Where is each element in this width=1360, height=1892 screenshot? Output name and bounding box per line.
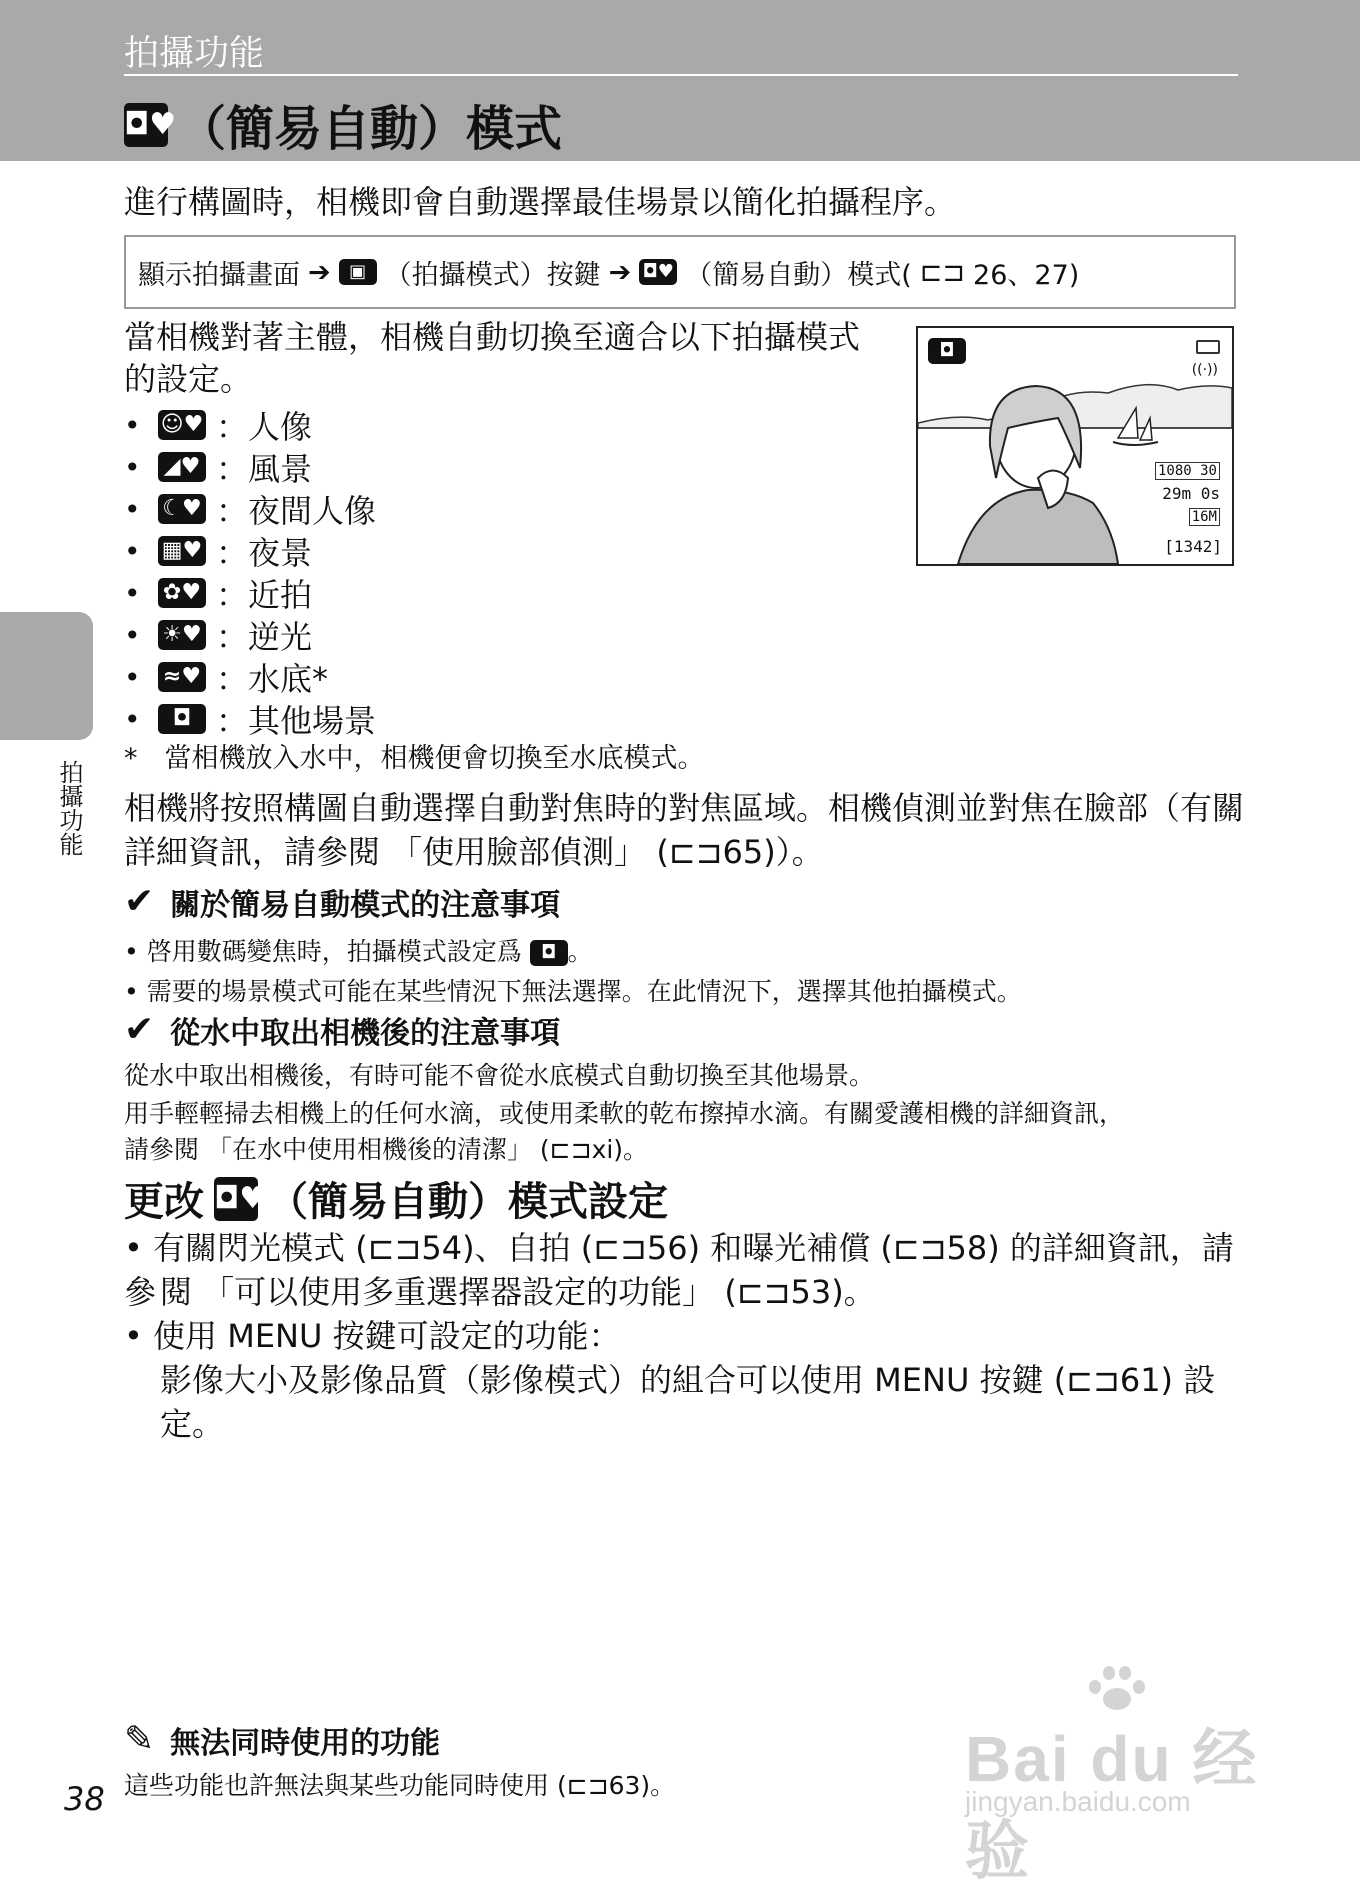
section-label: 拍攝功能: [124, 34, 265, 74]
note-line: • 啓用數碼變焦時，拍攝模式設定爲 ◘ 。: [124, 937, 593, 966]
notes-heading: ✔ 從水中取出相機後的注意事項: [124, 1009, 561, 1051]
bullet-text: • 有關閃光模式 (⊏⊐54)、自拍 (⊏⊐56) 和曝光補償 (⊏⊐58) 的詳細資訊，請參: [124, 1229, 1234, 1311]
easy-auto-icon: ◘♥: [124, 103, 168, 147]
watermark: [965, 1668, 1285, 1887]
list-item-label: ：夜景: [216, 534, 313, 572]
portrait-icon: ☺♥: [158, 410, 206, 440]
list-item: • ☺♥ ：人像: [124, 404, 376, 446]
close-up-icon: ✿♥: [158, 578, 206, 608]
section-heading: 更改 ◘♥ （簡易自動）模式設定: [124, 1170, 668, 1227]
night-portrait-icon: ☾♥: [158, 494, 206, 524]
list-item: • ▦♥ ：夜景: [124, 530, 376, 572]
note-line: • 需要的場景模式可能在某些情況下無法選擇。在此情況下，選擇其他拍攝模式。: [124, 977, 1022, 1006]
other-scenes-icon: ◘: [158, 704, 206, 734]
intro-text: 進行構圖時，相機即會自動選擇最佳場景以簡化拍攝程序。: [124, 183, 957, 221]
side-label: 拍攝功能: [55, 760, 83, 856]
book-ref-icon: ⊏⊐: [367, 1229, 422, 1267]
procedure-step1: 顯示拍攝畫面: [138, 259, 300, 291]
autofocus-note: 相機將按照構圖自動選擇自動對焦時的對焦區域。相機偵測並對焦在臉部（有關詳細資訊，請參閱 「使用臉部偵測」 (⊏⊐65)）。: [124, 789, 1245, 871]
pencil-note-icon: ✎: [124, 1719, 155, 1760]
easy-auto-icon: ◘: [530, 940, 568, 966]
notes-heading: ✔ 關於簡易自動模式的注意事項: [124, 881, 561, 923]
lead-text: 當相機對著主體，相機自動切換至適合以下拍攝模式的設定。: [124, 318, 861, 398]
page-title-text: （簡易自動）模式: [178, 101, 563, 157]
header-band: [0, 0, 1360, 161]
arrow-icon: ➔: [608, 256, 632, 288]
list-item: • ◢♥ ：風景: [124, 446, 376, 488]
notes-heading: ✎ 無法同時使用的功能: [124, 1719, 441, 1761]
note-line: 這些功能也許無法與某些功能同時使用 (⊏⊐63)。: [124, 1771, 676, 1800]
remaining-time: 29m 0s: [1162, 484, 1220, 503]
list-item-label: ：風景: [216, 450, 313, 488]
battery-icon: [1196, 340, 1220, 354]
arrow-icon: ➔: [308, 256, 331, 288]
list-item-label: ：近拍: [216, 576, 313, 614]
footnote: * 當相機放入水中，相機便會切換至水底模式。: [124, 743, 705, 774]
paw-icon: [1085, 1664, 1145, 1712]
book-ref-icon: ⊏⊐: [919, 256, 966, 288]
watermark-brand: Bai du 经验: [965, 1723, 1259, 1887]
list-item-label: ：其他場景: [216, 702, 377, 740]
note-line: 從水中取出相機後，有時可能不會從水底模式自動切換至其他場景。: [124, 1061, 875, 1090]
list-item: • ☀♥ ：逆光: [124, 614, 376, 656]
checkmark-icon: ✔: [124, 1009, 155, 1050]
easy-auto-icon: ◘: [928, 338, 966, 364]
watermark-url: jingyan.baidu.com: [965, 1786, 1191, 1817]
checkmark-icon: ✔: [124, 881, 155, 922]
list-item: • ☾♥ ：夜間人像: [124, 488, 376, 530]
vibration-reduction-icon: ((·)): [1191, 362, 1218, 378]
procedure-ref: 26、27): [973, 259, 1080, 291]
scene-list: [124, 404, 376, 740]
book-ref-icon: ⊏⊐: [668, 833, 723, 871]
book-ref-icon: ⊏⊐: [593, 1229, 647, 1267]
page-title: [124, 90, 562, 159]
bullet-text: • 使用 MENU 按鍵可設定的功能：: [124, 1317, 621, 1355]
bullet-text: 閱 「可以使用多重選擇器設定的功能」 (⊏⊐53)。: [160, 1273, 876, 1311]
list-item-label: ：水底*: [216, 660, 329, 698]
image-size-indicator: 16M: [1189, 508, 1220, 526]
book-ref-icon: ⊏⊐: [736, 1273, 791, 1311]
list-item-label: ：逆光: [216, 618, 313, 656]
landscape-icon: ◢♥: [158, 452, 206, 482]
easy-auto-icon: ◘♥: [214, 1177, 258, 1221]
list-item-label: ：夜間人像: [216, 492, 377, 530]
movie-mode-indicator: 1080 30: [1155, 462, 1220, 480]
procedure-step3: （簡易自動）模式(: [685, 259, 912, 291]
note-line: 用手輕輕掃去相機上的任何水滴，或使用柔軟的乾布擦掉水滴。有關愛護相機的詳細資訊，: [124, 1099, 1125, 1128]
note-line: 請參閱 「在水中使用相機後的清潔」 (⊏⊐xi)。: [124, 1135, 649, 1164]
header-divider: [124, 74, 1238, 76]
book-ref-icon: ⊏⊐: [549, 1135, 592, 1164]
exposure-count: [1342]: [1164, 537, 1222, 556]
backlighting-icon: ☀♥: [158, 620, 206, 650]
procedure-step2: （拍攝模式）按鍵: [384, 259, 601, 291]
list-item: • ◘ ：其他場景: [124, 698, 376, 740]
underwater-icon: ≈♥: [158, 662, 206, 692]
camera-icon: ▣: [339, 259, 377, 285]
book-ref-icon: ⊏⊐: [566, 1771, 609, 1800]
bullet-text: 影像大小及影像品質（影像模式）的組合可以使用 MENU 按鍵 (⊏⊐61) 設定。: [160, 1361, 1216, 1443]
easy-auto-icon: ◘♥: [639, 259, 677, 285]
procedure-box: [124, 235, 1236, 309]
night-landscape-icon: ▦♥: [158, 536, 206, 566]
side-tab: [0, 612, 93, 740]
book-ref-icon: ⊏⊐: [892, 1229, 947, 1267]
list-item: • ≈♥ ：水底*: [124, 656, 376, 698]
camera-preview: [916, 326, 1234, 566]
page-number: 38: [64, 1780, 105, 1818]
list-item-label: ：人像: [216, 408, 313, 446]
list-item: • ✿♥ ：近拍: [124, 572, 376, 614]
book-ref-icon: ⊏⊐: [1066, 1361, 1120, 1399]
preview-illustration: [918, 328, 1232, 564]
